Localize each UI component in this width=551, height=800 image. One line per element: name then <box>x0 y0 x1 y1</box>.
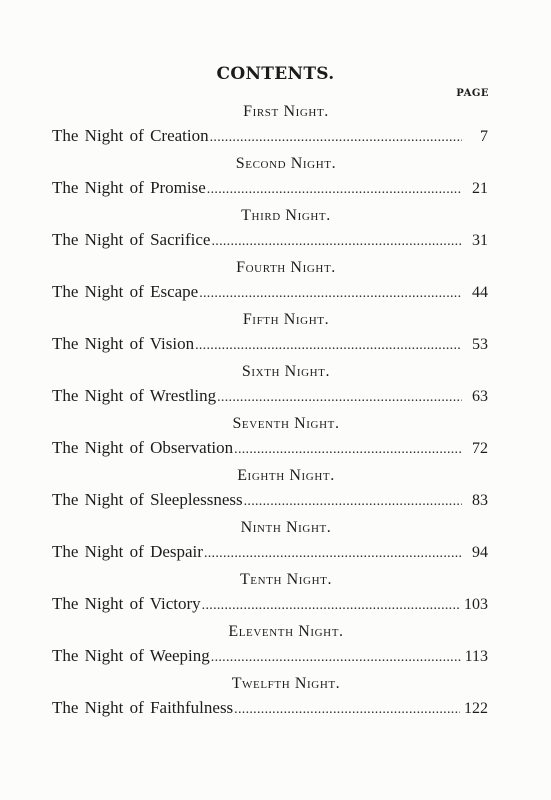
chapter-heading: Fourth Night. <box>236 259 336 276</box>
chapter-title: The Night of Promise <box>52 178 206 197</box>
chapter-heading: Seventh Night. <box>232 415 340 432</box>
dot-leader <box>211 645 461 671</box>
dot-leader <box>211 229 462 255</box>
table-of-contents <box>52 101 488 725</box>
page-column-label: PAGE <box>456 88 489 99</box>
toc-row <box>52 695 488 721</box>
chapter-title: The Night of Escape <box>52 282 199 301</box>
dot-leader <box>199 281 462 307</box>
page-number: 83 <box>472 492 488 509</box>
page-number: 21 <box>472 180 488 197</box>
page-number: 94 <box>472 544 488 561</box>
toc-entry <box>52 517 488 569</box>
toc-row <box>52 227 488 253</box>
page-number: 31 <box>472 232 488 249</box>
toc-entry <box>52 361 488 413</box>
page-title: CONTENTS. <box>216 64 335 84</box>
toc-row <box>52 487 488 513</box>
dot-leader <box>244 489 462 515</box>
chapter-heading: Eleventh Night. <box>228 623 344 640</box>
page-number: 63 <box>472 388 488 405</box>
page-number: 113 <box>464 648 488 665</box>
dot-leader <box>195 333 462 359</box>
dot-leader <box>204 541 462 567</box>
toc-entry <box>52 413 488 465</box>
chapter-heading: Eighth Night. <box>237 467 335 484</box>
toc-entry <box>52 205 488 257</box>
dot-leader <box>234 697 460 723</box>
chapter-heading: Tenth Night. <box>239 571 333 588</box>
toc-entry <box>52 673 488 725</box>
dot-leader <box>207 177 462 203</box>
chapter-title: The Night of Faithfulness <box>52 698 234 717</box>
toc-entry <box>52 153 488 205</box>
chapter-heading: Fifth Night. <box>242 311 330 328</box>
toc-entry <box>52 257 488 309</box>
chapter-heading: Ninth Night. <box>240 519 332 536</box>
chapter-title: The Night of Creation <box>52 126 209 145</box>
toc-row <box>52 123 488 149</box>
toc-entry <box>52 621 488 673</box>
chapter-heading: Third Night. <box>241 207 331 224</box>
chapter-title: The Night of Sacrifice <box>52 230 211 249</box>
chapter-title: The Night of Despair <box>52 542 203 561</box>
chapter-title: The Night of Vision <box>52 334 195 353</box>
toc-row <box>52 383 488 409</box>
page-number: 103 <box>464 596 488 613</box>
chapter-heading: Twelfth Night. <box>231 675 341 692</box>
toc-row <box>52 279 488 305</box>
dot-leader <box>234 437 462 463</box>
toc-row <box>52 539 488 565</box>
chapter-title: The Night of Weeping <box>52 646 210 665</box>
chapter-title: The Night of Sleeplessness <box>52 490 243 509</box>
toc-entry <box>52 101 488 153</box>
chapter-heading: Second Night. <box>235 155 337 172</box>
page-number: 72 <box>472 440 488 457</box>
toc-entry <box>52 465 488 517</box>
dot-leader <box>210 125 462 151</box>
toc-row <box>52 175 488 201</box>
chapter-title: The Night of Victory <box>52 594 201 613</box>
chapter-title: The Night of Wrestling <box>52 386 217 405</box>
toc-entry <box>52 309 488 361</box>
chapter-title: The Night of Observation <box>52 438 234 457</box>
page-number: 122 <box>464 700 488 717</box>
toc-row <box>52 435 488 461</box>
toc-row <box>52 643 488 669</box>
chapter-heading: Sixth Night. <box>241 363 331 380</box>
toc-entry <box>52 569 488 621</box>
page-number: 7 <box>480 128 488 145</box>
toc-row <box>52 591 488 617</box>
dot-leader <box>217 385 462 411</box>
page-number: 53 <box>472 336 488 353</box>
chapter-heading: First Night. <box>243 103 329 120</box>
toc-row <box>52 331 488 357</box>
page-number: 44 <box>472 284 488 301</box>
dot-leader <box>202 593 460 619</box>
